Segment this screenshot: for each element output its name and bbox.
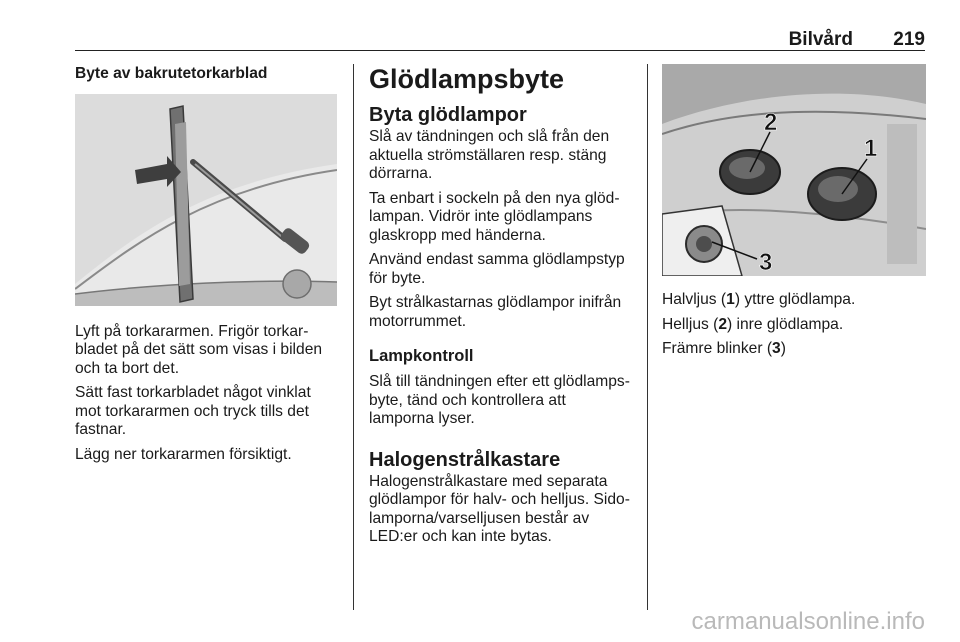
column-headlamp [662, 64, 926, 365]
column-bulbs [369, 64, 637, 553]
low-beam-suffix: ) yttre glödlampa. [734, 291, 856, 308]
low-beam-number: 1 [726, 291, 735, 308]
wiper-heading: Byte av bakrutetorkarblad [75, 65, 268, 82]
headlamp-callout-3: 3 [759, 249, 773, 276]
turn-signal-item [662, 340, 926, 359]
high-beam-item [662, 316, 926, 335]
low-beam-item [662, 291, 926, 310]
header-section-title: Bilvård [788, 29, 853, 50]
halogen-heading: Halogenstrålkastare [369, 448, 561, 471]
bulb-paragraph-1: Slå av tändningen och slå från den aktuella strömställaren resp. stäng dörrarna. [369, 128, 610, 182]
column-divider-right [647, 64, 648, 610]
low-beam-prefix: Halvljus ( [662, 291, 727, 308]
column-wiper [75, 65, 337, 470]
turn-signal-suffix: ) [780, 340, 786, 357]
wiper-paragraph-1: Lyft på torkararmen. Frigör torkar- bladet på det sätt som visas i bilden och ta bort det. [75, 322, 323, 377]
wiper-paragraph-3: Lägg ner torkararmen försiktigt. [75, 445, 292, 463]
high-beam-suffix: ) inre glödlampa. [727, 315, 844, 333]
halogen-text: Halogenstrålkastare med separata glödlampor för halv- och helljus. Sido- lamporna/varselljusen består av LED:er och kan inte bytas. [369, 472, 630, 545]
lamp-check-text: Slå till tändningen efter ett glödlamps- byte, tänd och kontrollera att lamporna lyser. [369, 373, 630, 427]
lamp-check-heading: Lampkontroll [369, 347, 474, 365]
headlamp-callout-2: 2 [764, 109, 778, 136]
wiper-illustration [75, 94, 337, 306]
bulb-paragraph-4: Byt strålkastarnas glödlampor inifrån motorrummet. [369, 294, 622, 330]
header-page-number: 219 [893, 29, 925, 50]
turn-signal-prefix: Främre blinker ( [662, 340, 773, 357]
page-header [75, 28, 925, 51]
high-beam-prefix: Helljus ( [662, 315, 719, 333]
bulb-paragraph-2: Ta enbart i sockeln på den nya glöd- lampan. Vidrör inte glödlampans glaskropp med händerna. [369, 189, 620, 244]
wiper-paragraph-2: Sätt fast torkarbladet något vinklat mot torkararmen och tryck tills det fastnar. [75, 384, 311, 438]
turn-signal-number: 3 [772, 340, 781, 357]
bulb-paragraph-3: Använd endast samma glödlampstyp för byte. [369, 251, 625, 287]
column-divider-left [353, 64, 354, 610]
headlamp-illustration [662, 64, 926, 276]
bulb-replacement-subtitle: Byta glödlampor [369, 104, 527, 126]
headlamp-callout-1: 1 [864, 135, 878, 162]
watermark: carmanualsonline.info [691, 608, 925, 635]
bulb-replacement-title: Glödlampsbyte [369, 64, 565, 94]
high-beam-number: 2 [718, 315, 728, 333]
